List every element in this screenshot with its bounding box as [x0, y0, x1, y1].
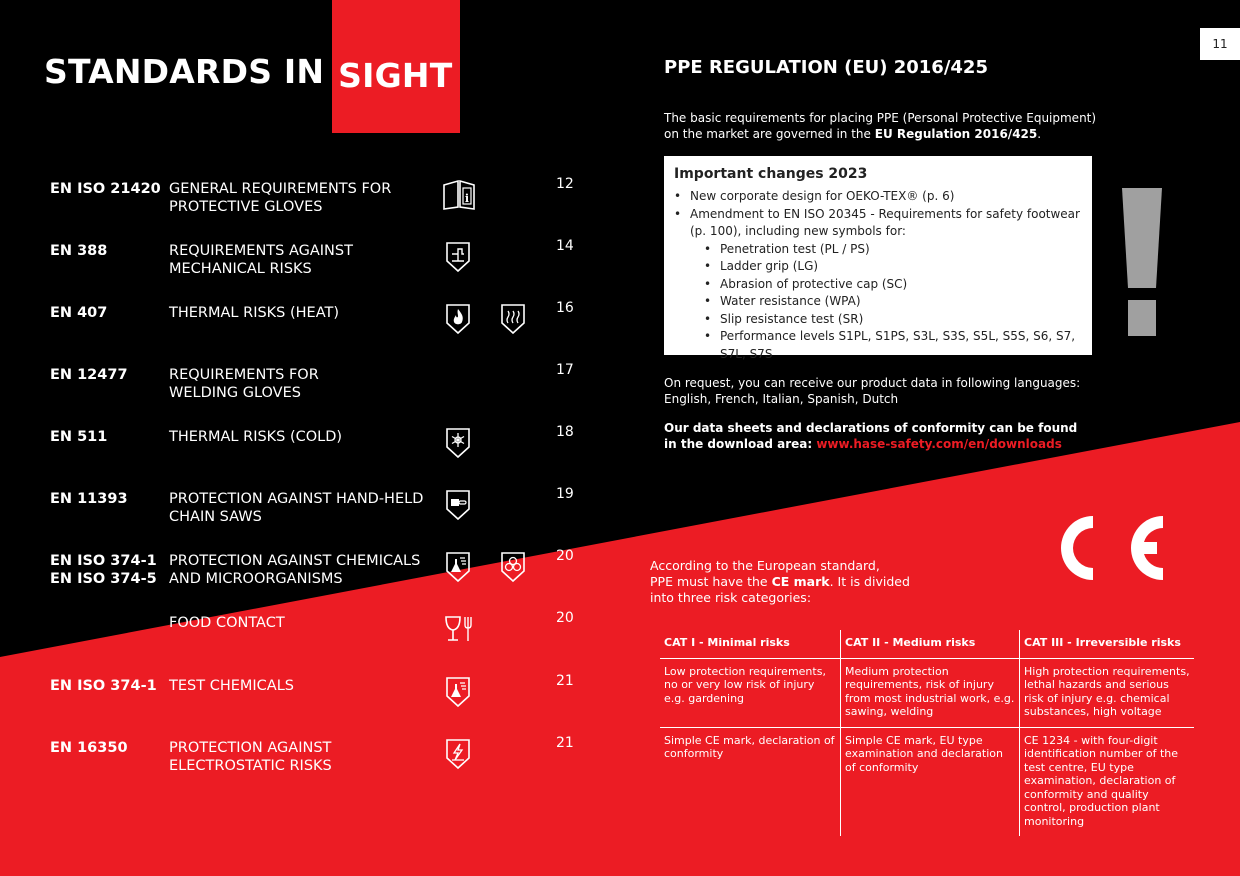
table-cell: Simple CE mark, EU type examination and declaration of conformity: [841, 727, 1020, 836]
standard-page: 20: [556, 610, 574, 626]
changes-heading: Important changes 2023: [674, 166, 868, 182]
standard-label: REQUIREMENTS AGAINST MECHANICAL RISKS: [169, 243, 353, 277]
standard-label: THERMAL RISKS (COLD): [169, 429, 343, 445]
chemical-flask-shield-icon: [445, 676, 471, 708]
ce-mark-icon: [1035, 508, 1165, 588]
table-header: CAT III - Irreversible risks: [1020, 630, 1195, 658]
standard-label: PROTECTION AGAINST HAND-HELD CHAIN SAWS: [169, 491, 424, 525]
regulation-title: PPE REGULATION (EU) 2016/425: [664, 57, 988, 78]
table-cell: CE 1234 - with four-digit identification number of the test centre, EU type examination, declaration of conformity and quality control, production plant monitoring: [1020, 727, 1195, 836]
glass-fork-icon: [443, 613, 475, 645]
list-item: • Water resistance (WPA): [690, 293, 1082, 311]
standard-code: EN 388: [50, 243, 108, 259]
list-item: • Penetration test (PL / PS): [690, 241, 1082, 259]
standard-page: 16: [556, 300, 574, 316]
table-cell: High protection requirements, lethal hazards and serious risk of injury e.g. chemical substances, high voltage: [1020, 658, 1195, 727]
standard-label: THERMAL RISKS (HEAT): [169, 305, 340, 321]
standard-label: PROTECTION AGAINST ELECTROSTATIC RISKS: [169, 740, 332, 774]
page-title: [44, 52, 460, 133]
svg-text:i: i: [464, 192, 470, 205]
standard-label: TEST CHEMICALS: [169, 678, 294, 694]
page-number: 11: [1200, 28, 1240, 60]
standard-page: 21: [556, 673, 574, 689]
standard-page: 12: [556, 176, 574, 192]
title-part-2-highlight: SIGHT: [332, 0, 460, 133]
chainsaw-shield-icon: [445, 489, 471, 521]
standard-label: REQUIREMENTS FOR WELDING GLOVES: [169, 367, 319, 401]
flame-shield-icon: [445, 303, 471, 335]
standard-code: EN ISO 21420: [50, 181, 161, 197]
changes-list: [674, 188, 1082, 363]
table-header-row: [660, 630, 1194, 658]
list-item: • Abrasion of protective cap (SC): [690, 276, 1082, 294]
standard-label: PROTECTION AGAINST CHEMICALS AND MICROORGANISMS: [169, 553, 421, 587]
standard-label: GENERAL REQUIREMENTS FOR PROTECTIVE GLOVES: [169, 181, 392, 215]
chemical-flask-shield-icon: [445, 551, 471, 583]
standard-code: EN ISO 374-1: [50, 678, 157, 694]
list-item: • Performance levels S1PL, S1PS, S3L, S3S, S5L, S5S, S6, S7, S7L, S7S: [690, 328, 1082, 363]
standard-code: EN ISO 374-1 EN ISO 374-5: [50, 553, 157, 587]
list-item: • New corporate design for OEKO-TEX® (p. 6): [674, 188, 1082, 206]
table-cell: Simple CE mark, declaration of conformity: [664, 733, 835, 760]
downloads-text: Our data sheets and declarations of conformity can be found in the download area: www.hase-safety.com/en/downloads: [664, 421, 1078, 451]
regulation-intro: The basic requirements for placing PPE (Personal Protective Equipment) on the market are governed in the EU Regulation 2016/425.: [664, 111, 1097, 141]
standard-code: EN 16350: [50, 740, 128, 756]
lightning-shield-icon: [445, 738, 471, 770]
standard-code: EN 11393: [50, 491, 128, 507]
standard-page: 14: [556, 238, 574, 254]
standard-code: EN 511: [50, 429, 108, 445]
table-cell: Low protection requirements, no or very low risk of injury e.g. gardening: [660, 658, 841, 727]
standard-page: 20: [556, 548, 574, 564]
table-row: [660, 727, 1194, 836]
risk-categories-table: [660, 630, 1194, 836]
list-item: • Amendment to EN ISO 20345 - Requirements for safety footwear (p. 100), including new symbols for: • Penetration test (PL / PS) • Ladder grip (LG) • Abrasion of protective cap (SC) • Water resistance (WPA) • Slip resistance test (SR) • Performance levels S1PL, S1PS, S3L, S3S, S5L, S5S, S6, S7, S7L, S7S: [674, 206, 1082, 364]
list-item: • Ladder grip (LG): [690, 258, 1082, 276]
standard-label: FOOD CONTACT: [169, 615, 285, 631]
table-header: CAT I - Minimal risks: [660, 630, 841, 658]
standard-page: 17: [556, 362, 574, 378]
languages-text: On request, you can receive our product data in following languages: English, French, Italian, Spanish, Dutch: [664, 376, 1081, 406]
table-header: CAT II - Medium risks: [841, 630, 1020, 658]
important-changes-box: [664, 156, 1092, 361]
standard-page: 18: [556, 424, 574, 440]
mechanical-hammer-shield-icon: [445, 241, 471, 273]
standard-code: EN 12477: [50, 367, 128, 383]
standard-page: 19: [556, 486, 574, 502]
heat-waves-shield-icon: [500, 303, 526, 335]
list-item: • Slip resistance test (SR): [690, 311, 1082, 329]
biohazard-shield-icon: [500, 551, 526, 583]
standard-code: EN 407: [50, 305, 108, 321]
table-row: [660, 658, 1194, 727]
exclamation-mark-icon: [1122, 188, 1162, 338]
snowflake-shield-icon: [445, 427, 471, 459]
standard-page: 21: [556, 735, 574, 751]
ce-intro-text: According to the European standard, PPE must have the CE mark. It is divided into three risk categories:: [650, 558, 910, 605]
title-part-1: STANDARDS IN: [44, 52, 325, 91]
info-book-icon: [442, 179, 476, 211]
table-cell: Medium protection requirements, risk of injury from most industrial work, e.g. sawing, welding: [841, 658, 1020, 727]
downloads-link[interactable]: www.hase-safety.com/en/downloads: [816, 437, 1062, 451]
